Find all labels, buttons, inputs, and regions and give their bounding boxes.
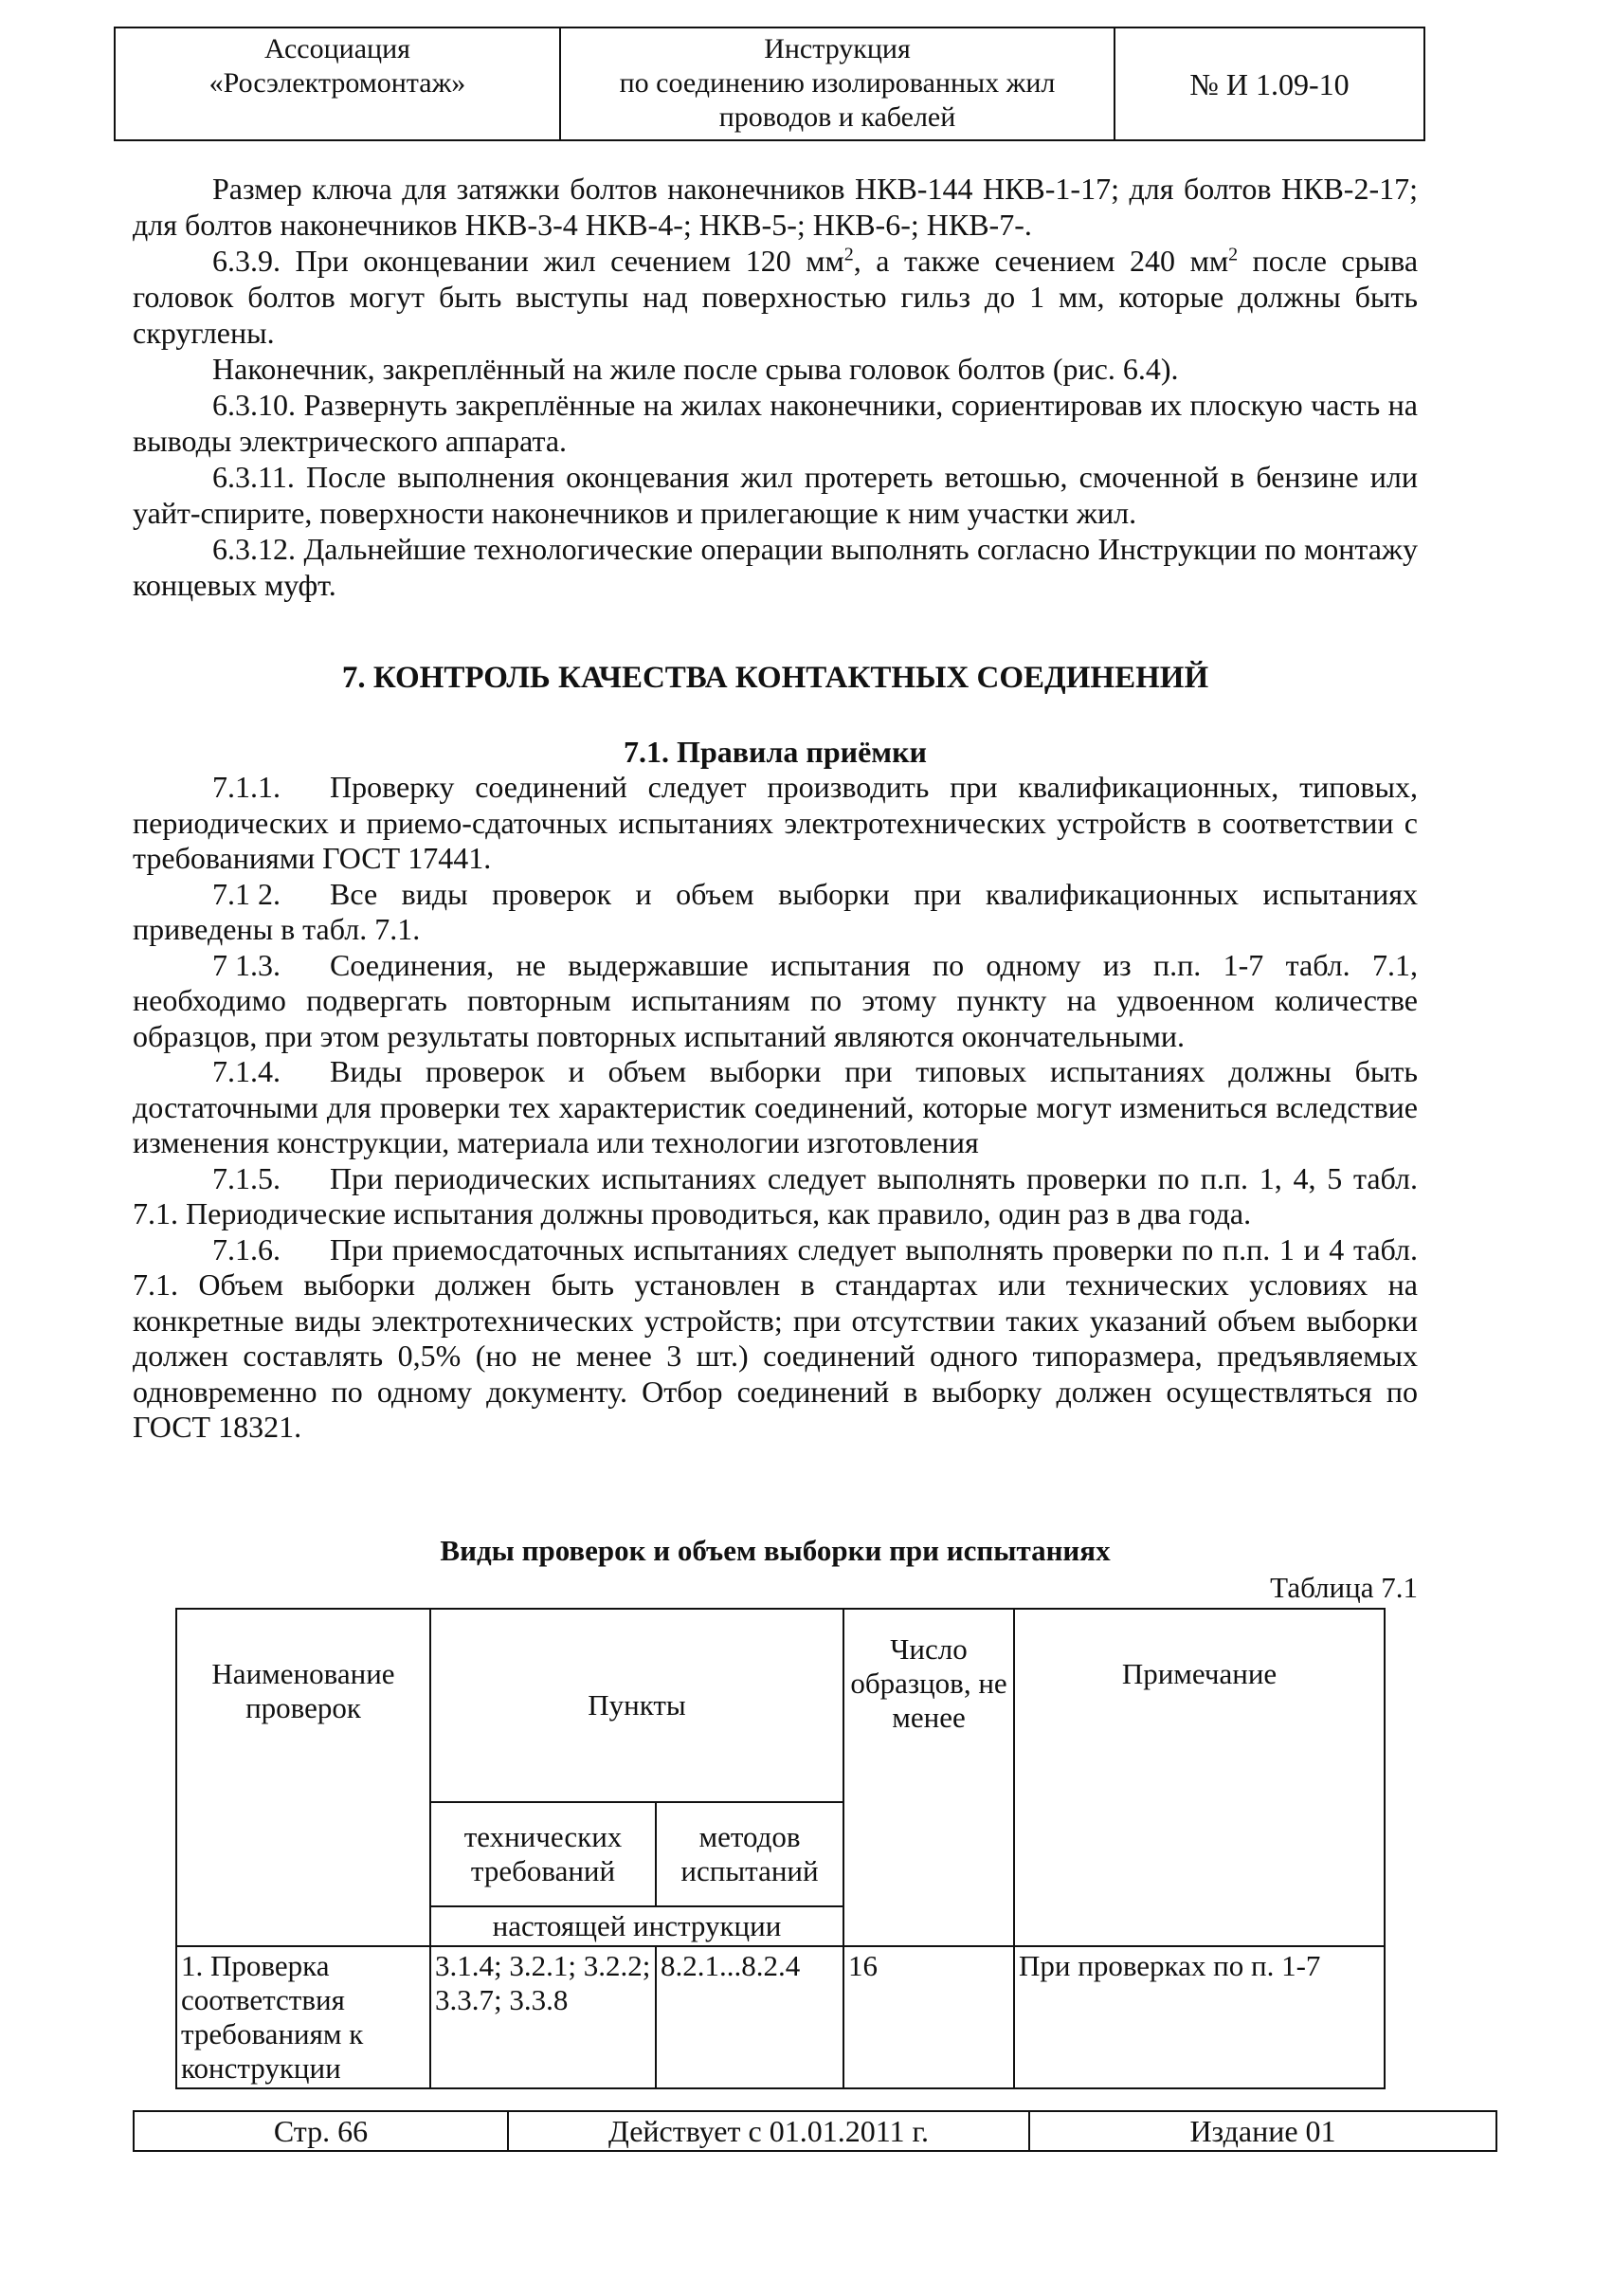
item-number: 7 1.3. [212, 947, 281, 982]
item-7-1-1 [133, 770, 1418, 877]
top-paragraphs [133, 171, 1418, 603]
paragraph-tip-fixed: Наконечник, закреплённый на жиле после срыва головок болтов (рис. 6.4). [212, 352, 1179, 386]
page-footer [133, 2110, 1497, 2152]
inspection-table [175, 1608, 1386, 2089]
item-7-1-3 [133, 948, 1418, 1055]
cell-count: 16 [843, 1946, 1014, 2088]
item-text: Соединения, не выдержавшие испытания по одному из п.п. 1-7 табл. 7.1, необходимо подвергать повторным испытаниям по этому пункту на удвоенном количестве образцов, при этом результаты повторных испытаний являются окончательными. [133, 947, 1418, 1053]
table-row [176, 1946, 1385, 2088]
table-caption: Виды проверок и объем выборки при испытаниях [440, 1534, 1111, 1567]
th-methods: методов испытаний [656, 1802, 843, 1906]
section-7-heading: 7. КОНТРОЛЬ КАЧЕСТВА КОНТАКТНЫХ СОЕДИНЕНИЙ [341, 661, 1209, 695]
item-number: 7.1.1. [212, 770, 281, 804]
p2-part-b: , а также сечением 240 мм [853, 244, 1229, 278]
paragraph-6-3-9 [133, 243, 1418, 351]
item-7-1-6 [133, 1232, 1418, 1446]
title-line-2: по соединению изолированных жил [619, 67, 1056, 99]
item-text: Проверку соединений следует производить при квалификационных, типовых, периодических и приемо-сдаточных испытаниях электротехнических устройств в соответствии с требованиями ГОСТ 17441. [133, 770, 1418, 875]
item-number: 7.1.5. [212, 1160, 281, 1195]
p2-part-c: после срыва головок болтов могут быть выступы над поверхностью гильз до 1 мм, которые должны быть скруглены. [133, 244, 1419, 350]
item-text: Виды проверок и объем выборки при типовых испытаниях должны быть достаточными для проверки тех характеристик соединений, которые могут измениться вследствие изменения конструкции, материала или технологии изготовления [133, 1054, 1418, 1159]
superscript-2a: 2 [843, 244, 854, 265]
item-number: 7.1.6. [212, 1231, 281, 1266]
item-number: 7.1 2. [212, 876, 281, 911]
section-7-1-heading: 7.1. Правила приёмки [624, 735, 927, 769]
footer-valid-from: Действует с 01.01.2011 г. [509, 2112, 1030, 2150]
header-doc-number: № И 1.09-10 [1189, 66, 1350, 101]
org-line-1: Ассоциация [264, 33, 410, 64]
item-text: Все виды проверок и объем выборки при квалификационных испытаниях приведены в табл. 7.1. [133, 876, 1418, 946]
cell-methods: 8.2.1...8.2.4 [656, 1946, 843, 2088]
item-text: При приемосдаточных испытаниях следует выполнять проверки по п.п. 1 и 4 табл. 7.1. Объем выборки должен быть установлен в стандартах или технических условиях на конкретные виды электротехнических устройств; при отсутствии таких указаний объем выборки должен составлять 0,5% (но не менее 3 шт.) соединений одного типоразмера, предъявляемых одновременно по одному документу. Отбор соединений в выборку должен осуществляться по ГОСТ 18321. [133, 1231, 1418, 1444]
item-7-1-4 [133, 1054, 1418, 1161]
cell-name: 1. Проверка соответствия требованиям к конструкции [176, 1946, 430, 2088]
item-number: 7.1.4. [212, 1054, 281, 1088]
paragraph-6-3-11: 6.3.11. После выполнения оконцевания жил протереть ветошью, смоченной в бензине или уайт-спирите, поверхности наконечников и прилегающие к ним участки жил. [133, 460, 1418, 530]
section-7-1-items [133, 770, 1418, 1446]
item-text: При периодических испытаниях следует выполнять проверки по п.п. 1, 4, 5 табл. 7.1. Периодические испытания должны проводиться, как правило, один раз в два года. [133, 1160, 1418, 1230]
footer-edition: Издание 01 [1189, 2114, 1336, 2148]
item-7-1-5 [133, 1161, 1418, 1232]
th-tech: технических требований [430, 1802, 656, 1906]
title-line-3: проводов и кабелей [718, 101, 956, 133]
page-header [114, 27, 1425, 141]
p2-part-a: 6.3.9. При оконцевании жил сечением 120 мм [212, 244, 844, 278]
cell-note: При проверках по п. 1-7 [1014, 1946, 1385, 2088]
th-name: Наименование проверок [176, 1609, 430, 1946]
header-title [561, 28, 1115, 139]
superscript-2b: 2 [1228, 244, 1239, 265]
paragraph-6-3-12: 6.3.12. Дальнейшие технологические операции выполнять согласно Инструкции по монтажу концевых муфт. [133, 532, 1418, 602]
cell-tech: 3.1.4; 3.2.1; 3.2.2; 3.3.7; 3.3.8 [430, 1946, 656, 2088]
paragraph-key-size: Размер ключа для затяжки болтов наконечников НКВ-144 НКВ-1-17; для болтов НКВ-2-17; для болтов наконечников НКВ-3-4 НКВ-4-; НКВ-5-; НКВ-6-; НКВ-7-. [133, 172, 1418, 242]
table-number: Таблица 7.1 [1270, 1571, 1418, 1604]
org-line-2: «Росэлектромонтаж» [208, 67, 466, 99]
footer-page: Стр. 66 [135, 2112, 509, 2150]
th-points: Пункты [430, 1609, 843, 1802]
th-count: Число образцов, не менее [843, 1609, 1014, 1946]
header-organization [116, 28, 561, 139]
th-this-instruction: настоящей инструкции [430, 1906, 843, 1946]
title-line-1: Инструкция [764, 33, 911, 64]
item-7-1-2 [133, 877, 1418, 948]
paragraph-6-3-10: 6.3.10. Развернуть закреплённые на жилах наконечники, сориентировав их плоскую часть на выводы электрического аппарата. [133, 388, 1418, 458]
th-note: Примечание [1014, 1609, 1385, 1946]
